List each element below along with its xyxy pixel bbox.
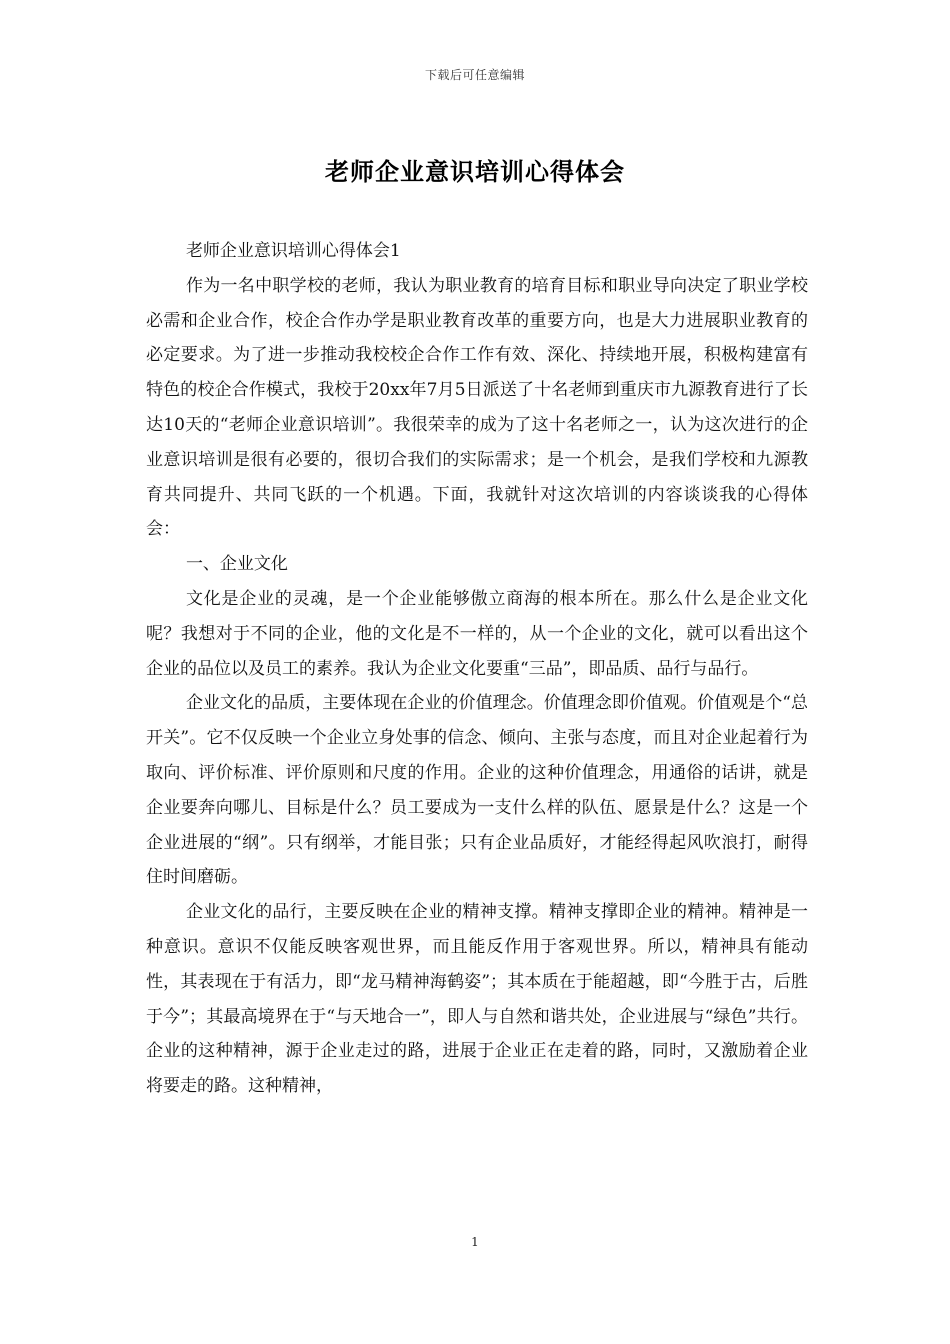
paragraph: 作为一名中职学校的老师，我认为职业教育的培育目标和职业导向决定了职业学校必需和企业合作，校企合作办学是职业教育改革的重要方向，也是大力进展职业教育的必定要求。为了进一步推动我校校企合作工作有效、深化、持续地开展，积极构建富有特色的校企合作模式，我校于20xx年7月5日派送了十名老师到重庆市九源教育进行了长达10天的“老师企业意识培训”。我很荣幸的成为了这十名老师之一，认为这次进行的企业意识培训是很有必要的，很切合我们的实际需求；是一个机会，是我们学校和九源教育共同提升、共同飞跃的一个机遇。下面，我就针对这次培训的内容谈谈我的心得体会： [146,275,808,540]
document-title: 老师企业意识培训心得体会 [325,157,625,186]
page-number: 1 [471,1235,479,1249]
document-body [146,234,808,1104]
section-heading: 老师企业意识培训心得体会1 [185,241,401,261]
paragraph: 文化是企业的灵魂，是一个企业能够傲立商海的根本所在。那么什么是企业文化呢？我想对于不同的企业，他的文化是不一样的，从一个企业的文化，就可以看出这个企业的品位以及员工的素养。我认为企业文化要重“三品”，即品质、品行与品行。 [146,588,808,679]
section-heading: 一、企业文化 [185,554,288,575]
header-note: 下载后可任意编辑 [424,68,525,82]
paragraph: 企业文化的品质，主要体现在企业的价值理念。价值理念即价值观。价值观是个“总开关”。它不仅反映一个企业立身处事的信念、倾向、主张与态度，而且对企业起着行为取向、评价标准、评价原则和尺度的作用。企业的这种价值理念，用通俗的话讲，就是企业要奔向哪儿、目标是什么？员工要成为一支什么样的队伍、愿景是什么？这是一个企业进展的“纲”。只有纲举，才能目张；只有企业品质好，才能经得起风吹浪打，耐得住时间磨砺。 [146,693,808,888]
paragraph: 企业文化的品行，主要反映在企业的精神支撑。精神支撑即企业的精神。精神是一种意识。意识不仅能反映客观世界，而且能反作用于客观世界。所以，精神具有能动性，其表现在于有活力，即“龙马精神海鹤姿”；其本质在于能超越，即“今胜于古，后胜于今”；其最高境界在于“与天地合一”，即人与自然和谐共处，企业进展与“绿色”共行。企业的这种精神，源于企业走过的路，进展于企业正在走着的路，同时，又激励着企业将要走的路。这种精神， [146,902,808,1097]
